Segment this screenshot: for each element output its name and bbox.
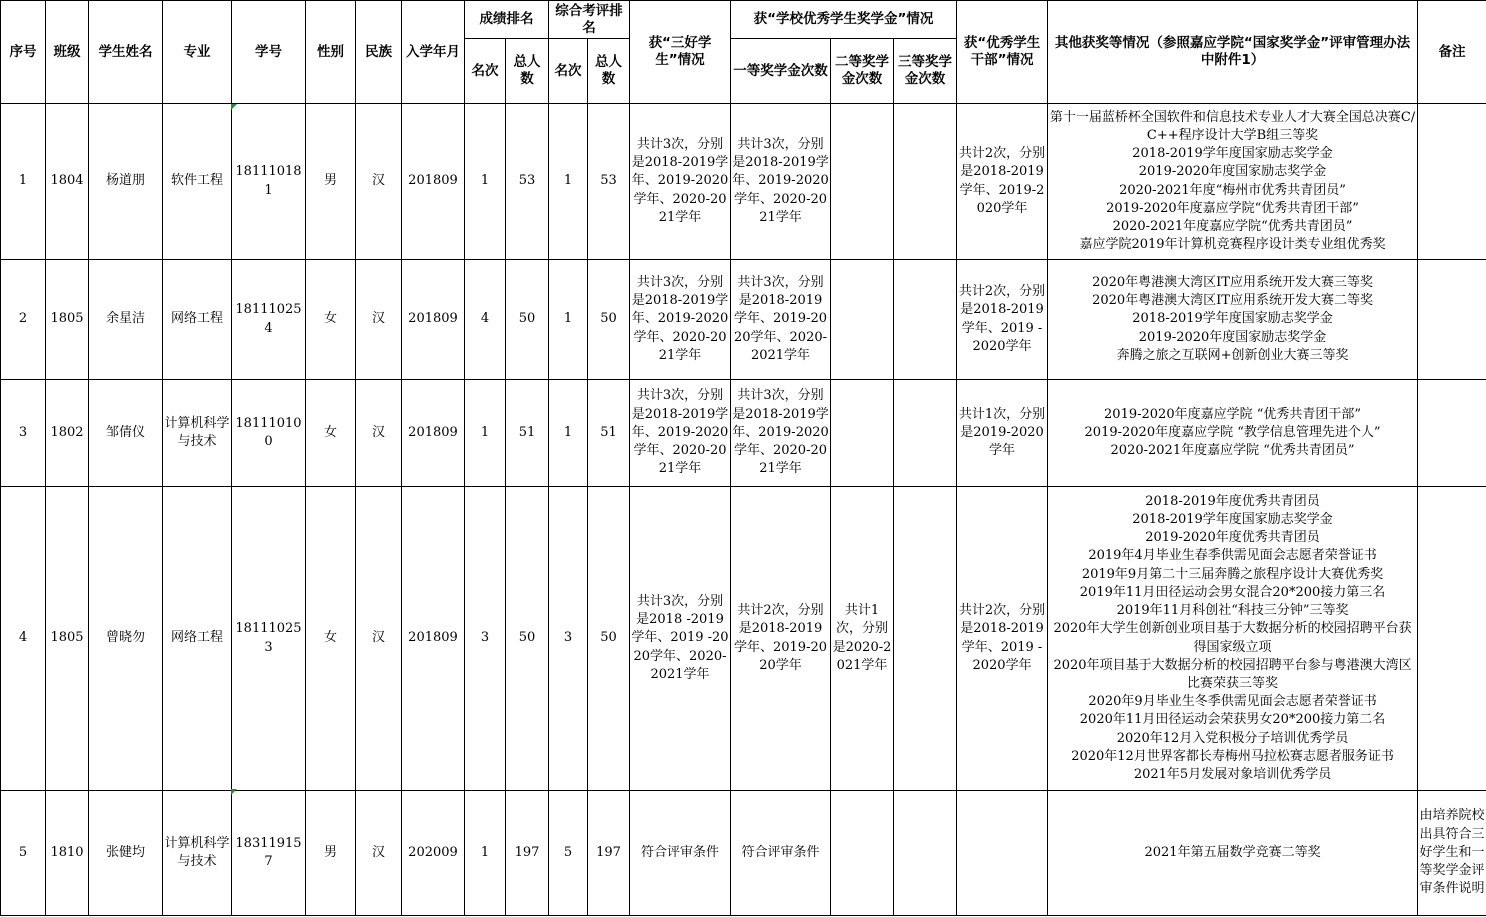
cell-grade-total: 50 — [506, 260, 549, 380]
cell-comp-total: 53 — [588, 104, 630, 260]
cell-grade-pos: 1 — [465, 791, 506, 916]
cell-second-class: 共计1次，分别是2020-2021学年 — [831, 487, 894, 791]
cell-major: 网络工程 — [163, 260, 232, 380]
cell-name: 曾晓勿 — [89, 487, 163, 791]
header-seq: 序号 — [1, 1, 46, 104]
cell-major: 软件工程 — [163, 104, 232, 260]
award-line: 2018-2019学年度国家励志奖学金 — [1132, 311, 1333, 327]
award-line: 2020年11月田径运动会荣获男女20*200接力第二名 — [1079, 712, 1386, 728]
cell-remark — [1418, 487, 1486, 791]
award-line: 2019年9月第二十三届奔腾之旅程序设计大赛优秀奖 — [1081, 566, 1384, 582]
cell-cadre: 共计2次，分别是2018-2019 学年、2019 -2020学年 — [957, 260, 1048, 380]
header-grade-rank: 成绩排名 — [465, 1, 549, 39]
cell-remark — [1418, 380, 1486, 487]
cell-ethnicity: 汉 — [356, 380, 402, 487]
cell-second-class — [831, 791, 894, 916]
cell-name: 邹倩仪 — [89, 380, 163, 487]
header-major: 专业 — [163, 1, 232, 104]
cell-second-class — [831, 104, 894, 260]
header-grade-pos: 名次 — [465, 39, 506, 104]
award-line: 奔腾之旅之互联网+创新创业大赛三等奖 — [1116, 347, 1349, 363]
cell-first-class: 共计3次，分别是2018-2019学年、2019-2020学年、2020-2021学年 — [731, 380, 831, 487]
cell-name: 余星洁 — [89, 260, 163, 380]
table-row — [1, 104, 1486, 260]
award-line: 2020年粤港澳大湾区IT应用系统开发大赛三等奖 — [1092, 274, 1373, 290]
cell-gender: 女 — [306, 260, 356, 380]
cell-cadre — [957, 791, 1048, 916]
award-line: 2018-2019年度优秀共青团员 — [1145, 493, 1320, 509]
table-row — [1, 380, 1486, 487]
cell-major: 计算机科学与技术 — [163, 380, 232, 487]
table-row — [1, 487, 1486, 791]
cell-other-awards — [1048, 791, 1418, 916]
cell-ethnicity: 汉 — [356, 487, 402, 791]
table-row — [1, 260, 1486, 380]
header-sanhao: 获“三好学生”情况 — [630, 1, 731, 104]
header-cadre: 获“优秀学生干部”情况 — [957, 1, 1048, 104]
cell-comp-pos: 3 — [549, 487, 588, 791]
cell-grade-total: 197 — [506, 791, 549, 916]
cell-gender: 女 — [306, 487, 356, 791]
cell-comp-pos: 5 — [549, 791, 588, 916]
cell-comp-pos: 1 — [549, 104, 588, 260]
cell-remark — [1418, 260, 1486, 380]
header-comp-rank: 综合考评排名 — [549, 1, 630, 39]
cell-class: 1802 — [46, 380, 89, 487]
header-ethnicity: 民族 — [356, 1, 402, 104]
cell-student-id: 183119157 — [232, 791, 306, 916]
cell-seq: 5 — [1, 791, 46, 916]
cell-comp-total: 197 — [588, 791, 630, 916]
award-line: 2019年11月田径运动会男女混合20*200接力第三名 — [1079, 584, 1386, 600]
award-line: 2020年大学生创新创业项目基于大数据分析的校园招聘平台获得国家级立项 — [1053, 621, 1412, 655]
award-line: 2019-2020年度国家励志奖学金 — [1138, 164, 1327, 180]
cell-first-class: 共计3次，分别是2018-2019 学年、2019-2020学年、2020-2021学年 — [731, 260, 831, 380]
cell-remark — [1418, 104, 1486, 260]
cell-seq: 1 — [1, 104, 46, 260]
cell-class: 1810 — [46, 791, 89, 916]
cell-grade-pos: 1 — [465, 104, 506, 260]
award-line: 第十一届蓝桥杯全国软件和信息技术专业人才大赛全国总决赛C/C++程序设计大学B组三等奖 — [1049, 109, 1416, 143]
cell-second-class — [831, 380, 894, 487]
header-remark: 备注 — [1418, 1, 1486, 104]
award-line: 2018-2019学年度国家励志奖学金 — [1132, 512, 1333, 528]
cell-comp-total: 50 — [588, 260, 630, 380]
cell-comp-pos: 1 — [549, 260, 588, 380]
header-name: 学生姓名 — [89, 1, 163, 104]
cell-gender: 女 — [306, 380, 356, 487]
cell-third-class — [894, 380, 957, 487]
cell-grade-pos: 4 — [465, 260, 506, 380]
award-line: 2020年粤港澳大湾区IT应用系统开发大赛二等奖 — [1092, 293, 1373, 309]
cell-class: 1805 — [46, 487, 89, 791]
header-class: 班级 — [46, 1, 89, 104]
award-line: 2019年11月科创社“科技三分钟”三等奖 — [1116, 603, 1349, 619]
cell-third-class — [894, 487, 957, 791]
cell-seq: 3 — [1, 380, 46, 487]
cell-student-id: 181110181 — [232, 104, 306, 260]
award-line: 2020-2021年度“梅州市优秀共青团员” — [1119, 182, 1346, 198]
cell-comp-total: 51 — [588, 380, 630, 487]
cell-grade-total: 50 — [506, 487, 549, 791]
award-line: 2019-2020年度国家励志奖学金 — [1138, 329, 1327, 345]
award-line: 2021年第五届数学竞赛二等奖 — [1144, 844, 1321, 860]
cell-comp-pos: 1 — [549, 380, 588, 487]
cell-seq: 4 — [1, 487, 46, 791]
cell-name: 杨道朋 — [89, 104, 163, 260]
cell-grade-pos: 3 — [465, 487, 506, 791]
award-line: 2019-2020年度嘉应学院 “教学信息管理先进个人” — [1084, 424, 1381, 440]
cell-comment-marker — [231, 789, 237, 795]
cell-remark: 由培养院校出具符合三好学生和一等奖学金评审条件说明 — [1418, 791, 1486, 916]
cell-first-class: 共计2次，分别是2018-2019 学年、2019-2020学年 — [731, 487, 831, 791]
header-comp-total: 总人数 — [588, 39, 630, 104]
cell-grade-pos: 1 — [465, 380, 506, 487]
cell-ethnicity: 汉 — [356, 791, 402, 916]
cell-class: 1805 — [46, 260, 89, 380]
award-line: 2018-2019学年度国家励志奖学金 — [1132, 146, 1333, 162]
cell-sanhao: 共计3次，分别是2018 -2019 学年、2019 -2020学年、2020-2021学年 — [630, 487, 731, 791]
cell-first-class: 符合评审条件 — [731, 791, 831, 916]
award-line: 2019-2020年度嘉应学院 “优秀共青团干部” — [1104, 406, 1362, 422]
cell-gender: 男 — [306, 791, 356, 916]
cell-class: 1804 — [46, 104, 89, 260]
header-comp-pos: 名次 — [549, 39, 588, 104]
award-line: 2020年12月入党积极分子培训优秀学员 — [1116, 730, 1349, 746]
award-line: 2020年9月毕业生冬季供需见面会志愿者荣誉证书 — [1088, 694, 1377, 710]
header-enroll: 入学年月 — [402, 1, 465, 104]
cell-grade-total: 53 — [506, 104, 549, 260]
cell-sanhao: 符合评审条件 — [630, 791, 731, 916]
cell-third-class — [894, 260, 957, 380]
award-line: 嘉应学院2019年计算机竞赛程序设计类专业组优秀奖 — [1079, 237, 1386, 253]
cell-enroll: 201809 — [402, 380, 465, 487]
cell-other-awards — [1048, 104, 1418, 260]
header-third-class: 三等奖学金次数 — [894, 39, 957, 104]
header-first-class: 一等奖学金次数 — [731, 39, 831, 104]
cell-second-class — [831, 260, 894, 380]
cell-major: 计算机科学与技术 — [163, 791, 232, 916]
cell-student-id: 181110254 — [232, 260, 306, 380]
header-scholarship: 获“学校优秀学生奖学金”情况 — [731, 1, 957, 39]
cell-grade-total: 51 — [506, 380, 549, 487]
award-line: 2020-2021年度嘉应学院 “优秀共青团员” — [1110, 443, 1355, 459]
header-other-awards: 其他获奖等情况（参照嘉应学院“国家奖学金”评审管理办法中附件1） — [1048, 1, 1418, 104]
header-grade-total: 总人数 — [506, 39, 549, 104]
cell-major: 网络工程 — [163, 487, 232, 791]
cell-cadre: 共计1次，分别是2019-2020学年 — [957, 380, 1048, 487]
cell-third-class — [894, 791, 957, 916]
award-line: 2019-2020年度优秀共青团员 — [1145, 530, 1320, 546]
header-student-id: 学号 — [232, 1, 306, 104]
cell-sanhao: 共计3次，分别是2018-2019学年、2019-2020学年、2020-2021学年 — [630, 380, 731, 487]
cell-ethnicity: 汉 — [356, 260, 402, 380]
cell-cadre: 共计2次，分别是2018-2019 学年、2019 -2020学年 — [957, 487, 1048, 791]
award-line: 2020年12月世界客都长寿梅州马拉松赛志愿者服务证书 — [1071, 748, 1394, 764]
cell-first-class: 共计3次，分别是2018-2019学年、2019-2020学年、2020-2021学年 — [731, 104, 831, 260]
cell-sanhao: 共计3次，分别是2018-2019学年、2019-2020学年、2020-2021学年 — [630, 104, 731, 260]
cell-enroll: 202009 — [402, 791, 465, 916]
cell-ethnicity: 汉 — [356, 104, 402, 260]
cell-enroll: 201809 — [402, 260, 465, 380]
cell-other-awards — [1048, 380, 1418, 487]
cell-enroll: 201809 — [402, 487, 465, 791]
cell-name: 张健均 — [89, 791, 163, 916]
cell-comp-total: 50 — [588, 487, 630, 791]
cell-third-class — [894, 104, 957, 260]
award-line: 2021年5月发展对象培训优秀学员 — [1133, 766, 1332, 782]
cell-student-id: 181110100 — [232, 380, 306, 487]
cell-sanhao: 共计3次，分别是2018-2019学年、2019-2020学年、2020-2021学年 — [630, 260, 731, 380]
cell-comment-marker — [231, 104, 237, 110]
header-gender: 性别 — [306, 1, 356, 104]
cell-enroll: 201809 — [402, 104, 465, 260]
cell-other-awards — [1048, 260, 1418, 380]
cell-student-id: 181110253 — [232, 487, 306, 791]
cell-gender: 男 — [306, 104, 356, 260]
header-second-class: 二等奖学金次数 — [831, 39, 894, 104]
award-line: 2019年4月毕业生春季供需见面会志愿者荣誉证书 — [1088, 548, 1377, 564]
award-line: 2019-2020年度嘉应学院“优秀共青团干部” — [1106, 200, 1359, 216]
cell-cadre: 共计2次，分别是2018-2019学年、2019-2020学年 — [957, 104, 1048, 260]
table-row — [1, 791, 1486, 916]
award-line: 2020年项目基于大数据分析的校园招聘平台参与粤港澳大湾区比赛荣获三等奖 — [1053, 657, 1412, 691]
cell-seq: 2 — [1, 260, 46, 380]
award-line: 2020-2021年度嘉应学院“优秀共青团员” — [1112, 218, 1353, 234]
cell-other-awards — [1048, 487, 1418, 791]
